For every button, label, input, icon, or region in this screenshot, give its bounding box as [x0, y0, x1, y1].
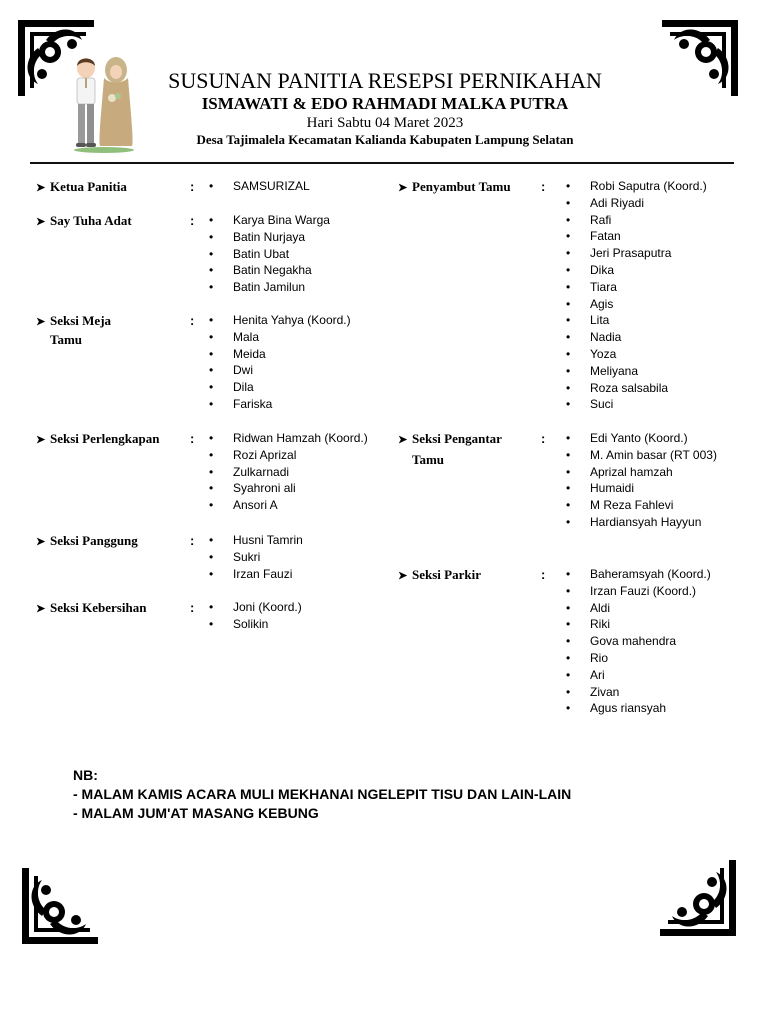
- arrowhead-icon: ➤: [398, 182, 408, 194]
- section-label: ➤ Seksi Meja Tamu: [36, 313, 112, 347]
- list-item: • SAMSURIZAL: [209, 178, 310, 195]
- colon: :: [541, 179, 546, 194]
- list-item: • Henita Yahya (Koord.): [209, 312, 351, 329]
- member-list: [209, 532, 303, 582]
- arrowhead-icon: ➤: [36, 316, 46, 328]
- colon: :: [190, 213, 195, 228]
- couple-illustration-icon: [66, 54, 138, 154]
- member-list: [566, 430, 717, 531]
- list-item: • Tiara: [566, 279, 707, 296]
- section-label: ➤ Ketua Panitia: [36, 178, 127, 197]
- colon: :: [190, 179, 195, 194]
- list-item: • Nadia: [566, 329, 707, 346]
- list-item: • Edi Yanto (Koord.): [566, 430, 717, 447]
- list-item: • Suci: [566, 396, 707, 413]
- list-item: • Humaidi: [566, 480, 717, 497]
- list-item: • Ansori A: [209, 497, 368, 514]
- list-item: • Batin Negakha: [209, 262, 330, 279]
- arrowhead-icon: ➤: [36, 603, 46, 615]
- list-item: • Rozi Aprizal: [209, 447, 368, 464]
- list-item: • Rafi: [566, 212, 707, 229]
- list-item: • Agis: [566, 296, 707, 313]
- note-line: - MALAM JUM'AT MASANG KEBUNG: [73, 805, 319, 821]
- member-list: [209, 599, 302, 633]
- list-item: • Meliyana: [566, 363, 707, 380]
- list-item: • Ridwan Hamzah (Koord.): [209, 430, 368, 447]
- arrowhead-icon: ➤: [36, 216, 46, 228]
- list-item: • Karya Bina Warga: [209, 212, 330, 229]
- list-item: • M Reza Fahlevi: [566, 497, 717, 514]
- list-item: • Batin Jamilun: [209, 279, 330, 296]
- list-item: • Dila: [209, 379, 351, 396]
- colon: :: [541, 431, 546, 446]
- list-item: • Meida: [209, 346, 351, 363]
- colon: :: [190, 533, 195, 548]
- list-item: • Dwi: [209, 362, 351, 379]
- list-item: • Batin Ubat: [209, 246, 330, 263]
- list-item: • Irzan Fauzi (Koord.): [566, 583, 711, 600]
- list-item: • M. Amin basar (RT 003): [566, 447, 717, 464]
- header-divider: [30, 162, 734, 164]
- list-item: • Zulkarnadi: [209, 464, 368, 481]
- member-list: [566, 566, 711, 717]
- ornament-corner-icon: [660, 18, 740, 98]
- event-location: Desa Tajimalela Kecamatan Kalianda Kabupaten Lampung Selatan: [196, 132, 574, 147]
- list-item: • Yoza: [566, 346, 707, 363]
- member-list: [209, 178, 310, 195]
- list-item: • Hardiansyah Hayyun: [566, 514, 717, 531]
- member-list: [566, 178, 707, 413]
- list-item: • Mala: [209, 329, 351, 346]
- notes-block: [73, 766, 571, 823]
- member-list: [209, 312, 351, 413]
- list-item: • Agus riansyah: [566, 700, 711, 717]
- arrowhead-icon: ➤: [398, 570, 408, 582]
- list-item: • Batin Nurjaya: [209, 229, 330, 246]
- list-item: • Jeri Prasaputra: [566, 245, 707, 262]
- ornament-corner-icon: [658, 858, 738, 938]
- list-item: • Ari: [566, 667, 711, 684]
- event-date: Hari Sabtu 04 Maret 2023: [306, 115, 464, 131]
- page-title: SUSUNAN PANITIA RESEPSI PERNIKAHAN: [168, 68, 602, 93]
- list-item: • Roza salsabila: [566, 380, 707, 397]
- list-item: • Fatan: [566, 228, 707, 245]
- list-item: • Rio: [566, 650, 711, 667]
- list-item: • Lita: [566, 312, 707, 329]
- list-item: • Aldi: [566, 600, 711, 617]
- list-item: • Riki: [566, 616, 711, 633]
- couple-names: ISMAWATI & EDO RAHMADI MALKA PUTRA: [201, 94, 569, 113]
- list-item: • Gova mahendra: [566, 633, 711, 650]
- list-item: • Fariska: [209, 396, 351, 413]
- colon: :: [190, 313, 195, 328]
- list-item: • Irzan Fauzi: [209, 566, 303, 583]
- list-item: • Baheramsyah (Koord.): [566, 566, 711, 583]
- arrowhead-icon: ➤: [36, 434, 46, 446]
- colon: :: [541, 567, 546, 582]
- list-item: • Zivan: [566, 684, 711, 701]
- arrowhead-icon: ➤: [36, 182, 46, 194]
- list-item: • Aprizal hamzah: [566, 464, 717, 481]
- colon: :: [190, 600, 195, 615]
- member-list: [209, 212, 330, 296]
- arrowhead-icon: ➤: [398, 434, 408, 446]
- section-label: ➤ Seksi Perlengkapan: [36, 430, 159, 449]
- section-label: ➤ Seksi Parkir: [398, 566, 481, 585]
- list-item: • Husni Tamrin: [209, 532, 303, 549]
- list-item: • Joni (Koord.): [209, 599, 302, 616]
- colon: :: [190, 431, 195, 446]
- arrowhead-icon: ➤: [36, 536, 46, 548]
- member-list: [209, 430, 368, 514]
- note-line: - MALAM KAMIS ACARA MULI MEKHANAI NGELEPIT TISU DAN LAIN-LAIN: [73, 786, 572, 802]
- list-item: • Sukri: [209, 549, 303, 566]
- ornament-corner-icon: [20, 866, 100, 946]
- list-item: • Adi Riyadi: [566, 195, 707, 212]
- section-label: ➤ Say Tuha Adat: [36, 212, 132, 231]
- list-item: • Robi Saputra (Koord.): [566, 178, 707, 195]
- notes-heading: NB:: [73, 767, 98, 783]
- list-item: • Syahroni ali: [209, 480, 368, 497]
- section-label: ➤ Seksi Kebersihan: [36, 599, 146, 618]
- section-label: ➤ Penyambut Tamu: [398, 178, 511, 197]
- list-item: • Solikin: [209, 616, 302, 633]
- list-item: • Dika: [566, 262, 707, 279]
- section-label: ➤ Seksi Pengantar Tamu: [398, 431, 502, 467]
- section-label: ➤ Seksi Panggung: [36, 532, 138, 551]
